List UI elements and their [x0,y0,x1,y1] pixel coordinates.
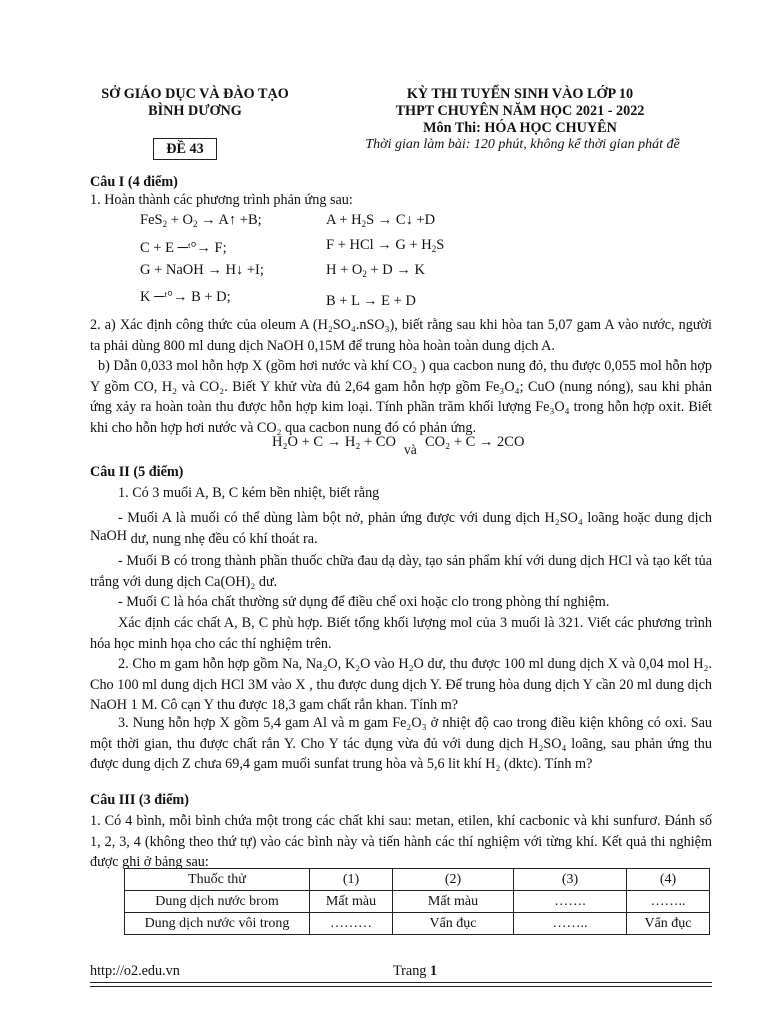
table-row [125,913,710,935]
table-cell: ……. [514,891,627,913]
question-2-salt-c: - Muối C là hóa chất thường sử dụng để điều chế oxi hoặc clo trong phòng thí nghiệm. [118,594,610,610]
table-header-cell: (4) [627,869,710,891]
exam-duration: Thời gian làm bài: 120 phút, không kể thời gian phát đề [365,137,680,152]
equation-6: $H + O_2 + D \to K$ [326,262,425,279]
table-cell: Mất màu [310,891,393,913]
question-2-part-3: 3. Nung hỗn hợp X gồm 5,4 gam Al và m gam Fe₂O₃ ở nhiệt độ cao trong điều kiện không có oxi. Sau một thời gian, thu được chất rắn Y. Cho Y tác dụng vừa đủ với dung dịch H₂SO₄ loãng, sau phản ứng thu được dung dịch Z chưa 69,4 gam muối sunfat trung hòa và 5,6 lit khí H₂ (dktc). Tính m? [90,715,712,772]
equation-4: F + HCl → $G + H_2S$ [326,237,445,254]
equation-connector: và [404,442,417,457]
question-2-task: Xác định các chất A, B, C phù hợp. Biết tổng khối lượng mol của 3 muối là 321. Viết các phương trình hóa học minh họa cho các thí nghiệm trên. [90,615,712,652]
equation-5: G + NaOH → H↓ +I; [140,262,264,278]
equation-8: B + L → E + D [326,293,416,309]
table-header-cell: (2) [393,869,514,891]
footer-rule-top [90,982,712,983]
equation-2: $A + H_2S$ → C↓ +D [326,212,436,229]
table-cell: …….. [514,913,627,935]
equation-3: C + E ─ᵗ°→ F; [140,240,227,256]
table-cell: Mất màu [393,891,514,913]
exam-title: KỲ THI TUYỂN SINH VÀO LỚP 10 [406,86,634,102]
results-table [124,868,710,935]
exam-code-box: ĐỀ 43 [153,138,217,160]
question-2-part-1: 1. Có 3 muối A, B, C kém bền nhiệt, biết rằng [118,485,380,501]
question-3-part-1: 1. Có 4 bình, mỗi bình chứa một trong các chất khi sau: metan, etilen, khí cacbonic và khi sunfurơ. Đánh số 1, 2, 3, 4 (không theo thứ tự) vào các bình này và tiến hành các thí nghiệm với từng khí. Kết quả thi nghiệm được ghi ở bảng sau: [90,813,712,870]
table-header-cell: Thuốc thử [125,869,310,891]
question-2-title: Câu II (5 điểm) [90,464,184,480]
table-header-row [125,869,710,891]
equation-water-gas: H₂O + C → H₂ + CO [272,434,396,450]
table-header-cell: (3) [514,869,627,891]
equation-1: $FeS_2 + O_2$ → A↑ +B; [140,212,262,229]
table-cell: ……… [310,913,393,935]
footer-rule-bottom [90,986,712,987]
footer-url[interactable]: http://o2.edu.vn [90,963,180,979]
naoh-formula: NaOH [90,527,128,544]
question-1-part-2b: b) Dẫn 0,033 mol hỗn hợp X (gồm hơi nước và khí CO₂ ) qua cacbon nung đỏ, thu được 0,055 mol hỗn hợp Y gồm CO, H₂ và CO₂. Biết Y khử vừa đủ 2,64 gam hỗn hợp gồm Fe₃O₄; CuO (nung nóng), sau khi phản ứng xảy ra hoàn toàn thu được hỗn hợp kim loại. Tính phần trăm khối lượng Fe₃O₄ trong hỗn hợp oxit. Biết khi cho hỗn hợp hơi nước và CO₂ qua cacbon nung đó có phản ứng. [90,358,712,436]
question-1-title: Câu I (4 điểm) [90,174,178,190]
table-cell: Vẩn đục [393,913,514,935]
province-name: BÌNH DƯƠNG [148,103,242,119]
table-row [125,891,710,913]
table-header-cell: (1) [310,869,393,891]
exam-subject: Môn Thi: HÓA HỌC CHUYÊN [423,120,617,136]
table-cell: Vẩn đục [627,913,710,935]
table-cell: Dung dịch nước brom [125,891,310,913]
question-3-title: Câu III (3 điểm) [90,792,189,808]
department-name: SỞ GIÁO DỤC VÀ ĐÀO TẠO [101,86,289,102]
question-2-salt-b: - Muối B có trong thành phần thuốc chữa đau dạ dày, tạo sản phẩm khí với dung dịch HCl và tạo kết tủa trắng với dung dịch Ca(OH)₂ dư. [90,553,712,590]
question-1-part-2a: 2. a) Xác định công thức của oleum A (H₂SO₄.nSO₃), biết rằng sau khi hòa tan 5,07 gam A vào nước, người ta phải dùng 800 ml dung dịch NaOH 0,15M để trung hòa hoàn toàn dung dịch A. [90,317,712,354]
exam-year: THPT CHUYÊN NĂM HỌC 2021 - 2022 [395,103,645,119]
table-cell: Dung dịch nước vôi trong [125,913,310,935]
question-1-intro: 1. Hoàn thành các phương trình phản ứng sau: [90,192,353,208]
question-2-part-2: 2. Cho m gam hỗn hợp gồm Na, Na₂O, K₂O vào H₂O dư, thu được 100 ml dung dịch X và 0,04 mol H₂. Cho 100 ml dung dịch HCl 3M vào X , thu được dung dịch Y. Để trung hòa dung dịch Y cần 20 ml dung dịch NaOH 1 M. Cô cạn Y thu được 18,3 gam chất rắn khan. Tính m? [90,656,712,713]
footer-page-number: Trang 1 [393,963,438,979]
equation-7: K ─ᵗ°→ B + D; [140,289,231,305]
question-2-salt-a: - Muối A là muối có thể dùng làm bột nở, phản ứng được với dung dịch H₂SO₄ loãng hoặc dung dịch NaOH dư, nung nhẹ đều có khí thoát ra. [90,510,712,547]
equation-boudouard: CO₂ + C → 2CO [425,434,525,450]
table-cell: …….. [627,891,710,913]
